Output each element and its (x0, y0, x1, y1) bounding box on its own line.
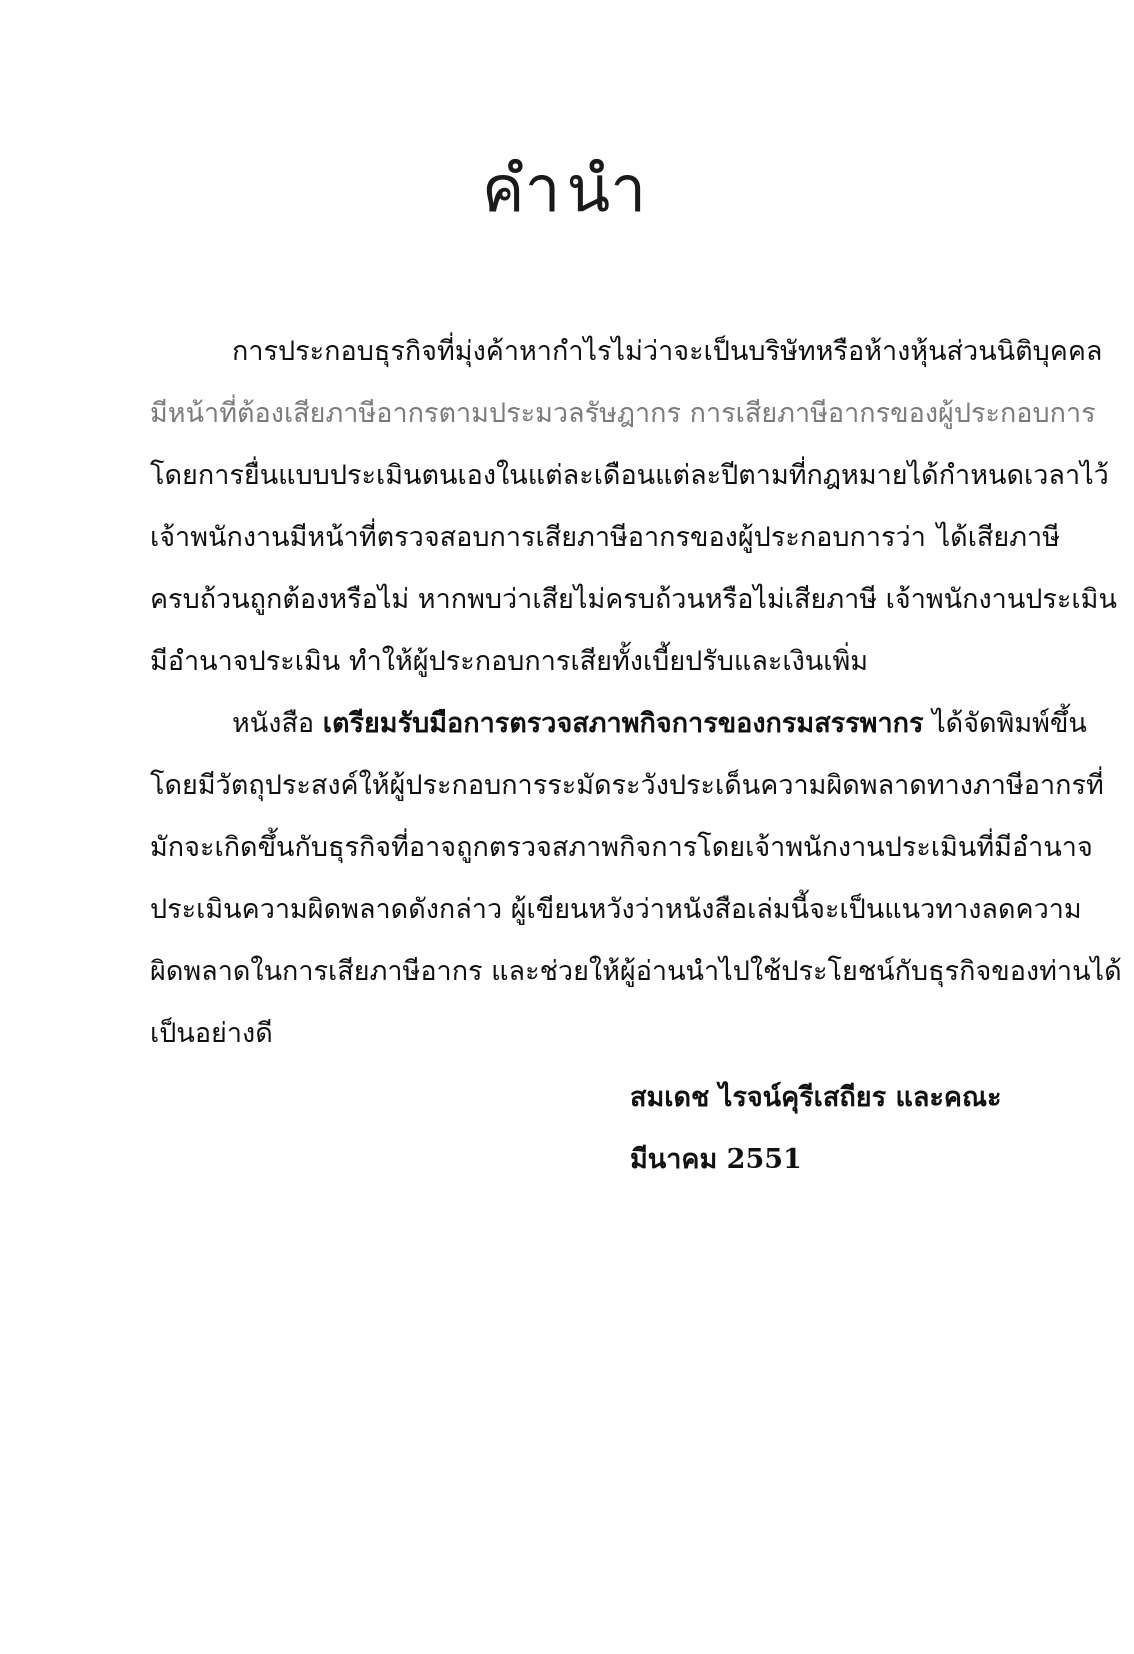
paragraph-1-line-4: เจ้าพนักงานมีหน้าที่ตรวจสอบการเสียภาษีอากรของผู้ประกอบการว่า ได้เสียภาษี (150, 522, 1060, 553)
book-title: เตรียมรับมือการตรวจสภาพกิจการของกรมสรรพากร (322, 708, 924, 739)
paragraph-2-line-2: โดยมีวัตถุประสงค์ให้ผู้ประกอบการระมัดระวังประเด็นความผิดพลาดทางภาษีอากรที่ (150, 770, 1104, 801)
paragraph-1-line-1: การประกอบธุรกิจที่มุ่งค้าหากำไรไม่ว่าจะเป็นบริษัทหรือห้างหุ้นส่วนนิติบุคคล (232, 336, 1103, 367)
paragraph-1-line-6: มีอำนาจประเมิน ทำให้ผู้ประกอบการเสียทั้งเบี้ยปรับและเงินเพิ่ม (150, 646, 869, 677)
paragraph-2-suffix: ได้จัดพิมพ์ขึ้น (923, 708, 1087, 739)
paragraph-1-line-5: ครบถ้วนถูกต้องหรือไม่ หากพบว่าเสียไม่ครบถ้วนหรือไม่เสียภาษี เจ้าพนักงานประเมิน (150, 584, 1117, 615)
page-title: คำนำ (481, 153, 653, 227)
paragraph-2-line-1 (232, 704, 1087, 744)
paragraph-1-line-3: โดยการยื่นแบบประเมินตนเองในแต่ละเดือนแต่ละปีตามที่กฎหมายได้กำหนดเวลาไว้ (150, 460, 1109, 491)
paragraph-2-prefix: หนังสือ (232, 708, 323, 739)
paragraph-2-line-4: ประเมินความผิดพลาดดังกล่าว ผู้เขียนหวังว่าหนังสือเล่มนี้จะเป็นแนวทางลดความ (150, 894, 1082, 925)
publication-date: มีนาคม 2551 (630, 1144, 802, 1175)
author-signature: สมเดช ไรจน์คุรีเสถียร และคณะ (630, 1082, 1002, 1113)
paragraph-2-line-3: มักจะเกิดขึ้นกับธุรกิจที่อาจถูกตรวจสภาพกิจการโดยเจ้าพนักงานประเมินที่มีอำนาจ (150, 832, 1093, 863)
paragraph-2-line-5: ผิดพลาดในการเสียภาษีอากร และช่วยให้ผู้อ่านนำไปใช้ประโยชน์กับธุรกิจของท่านได้ (150, 956, 1122, 987)
paragraph-1-line-2: มีหน้าที่ต้องเสียภาษีอากรตามประมวลรัษฎากร การเสียภาษีอากรของผู้ประกอบการ (150, 398, 1096, 429)
paragraph-2-line-6: เป็นอย่างดี (150, 1018, 273, 1049)
